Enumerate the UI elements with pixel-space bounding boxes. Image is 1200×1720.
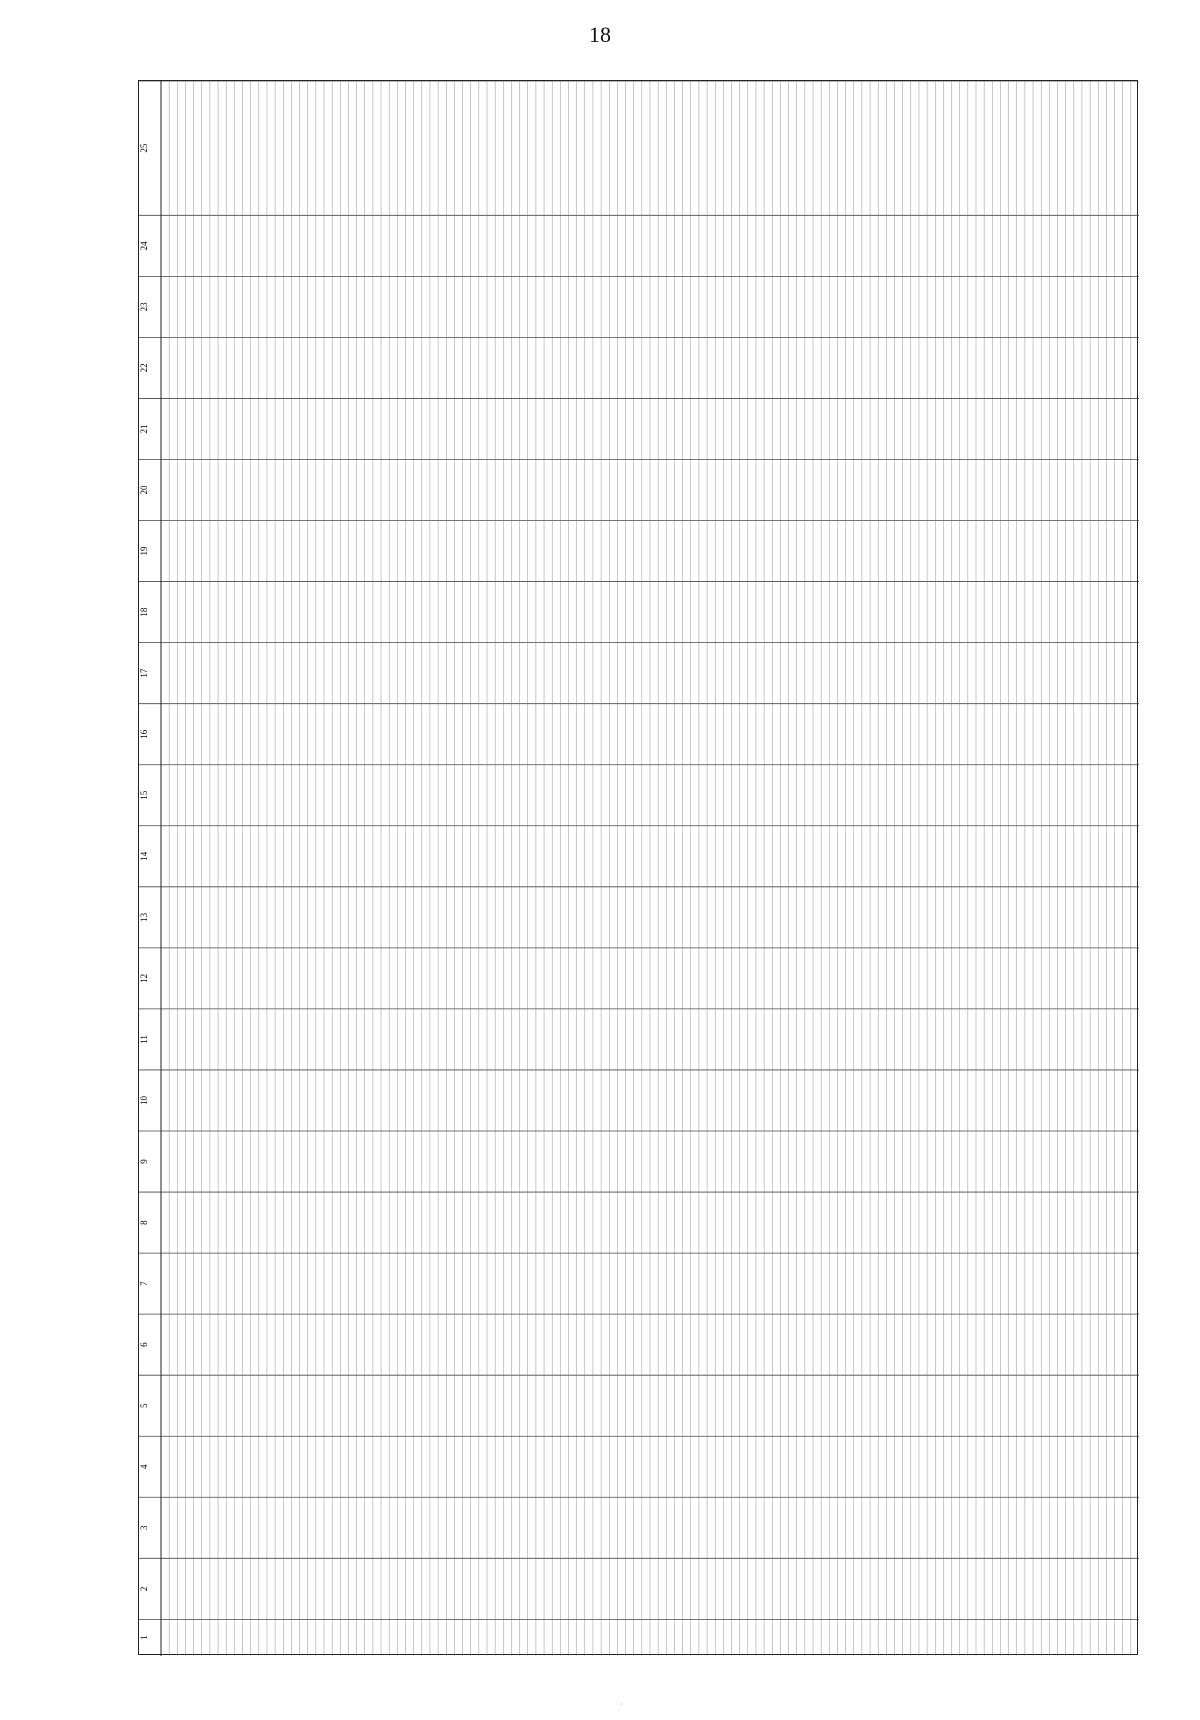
column-header: 24 <box>139 241 149 251</box>
column-header: 15 <box>139 790 149 800</box>
column-header: 11 <box>139 1035 149 1044</box>
column-header: 12 <box>139 973 149 983</box>
column-header: 20 <box>139 485 149 495</box>
table-grid <box>139 81 1139 1656</box>
column-header: 5 <box>139 1403 149 1408</box>
column-header: 14 <box>139 851 149 861</box>
column-header: 17 <box>139 668 149 678</box>
schedule-table <box>138 80 1138 1655</box>
column-header: 8 <box>139 1220 149 1225</box>
column-header: 9 <box>139 1159 149 1164</box>
column-header: 2 <box>139 1586 149 1592</box>
column-header: 10 <box>139 1095 149 1105</box>
column-header: 18 <box>139 607 149 617</box>
column-header: 21 <box>139 424 149 434</box>
column-header: 23 <box>139 302 149 312</box>
scan-mark: · <box>620 1700 623 1709</box>
column-header: 7 <box>139 1281 149 1286</box>
column-header: 22 <box>139 363 149 373</box>
column-header: 13 <box>139 912 149 922</box>
column-header: 6 <box>139 1342 149 1347</box>
column-header: 3 <box>139 1525 149 1531</box>
column-header: 19 <box>139 546 149 556</box>
column-header: 25 <box>139 143 149 153</box>
page-number: 18 <box>589 22 611 47</box>
column-header: 1 <box>139 1635 149 1640</box>
column-header: 16 <box>139 729 149 739</box>
column-header: 4 <box>139 1464 149 1470</box>
